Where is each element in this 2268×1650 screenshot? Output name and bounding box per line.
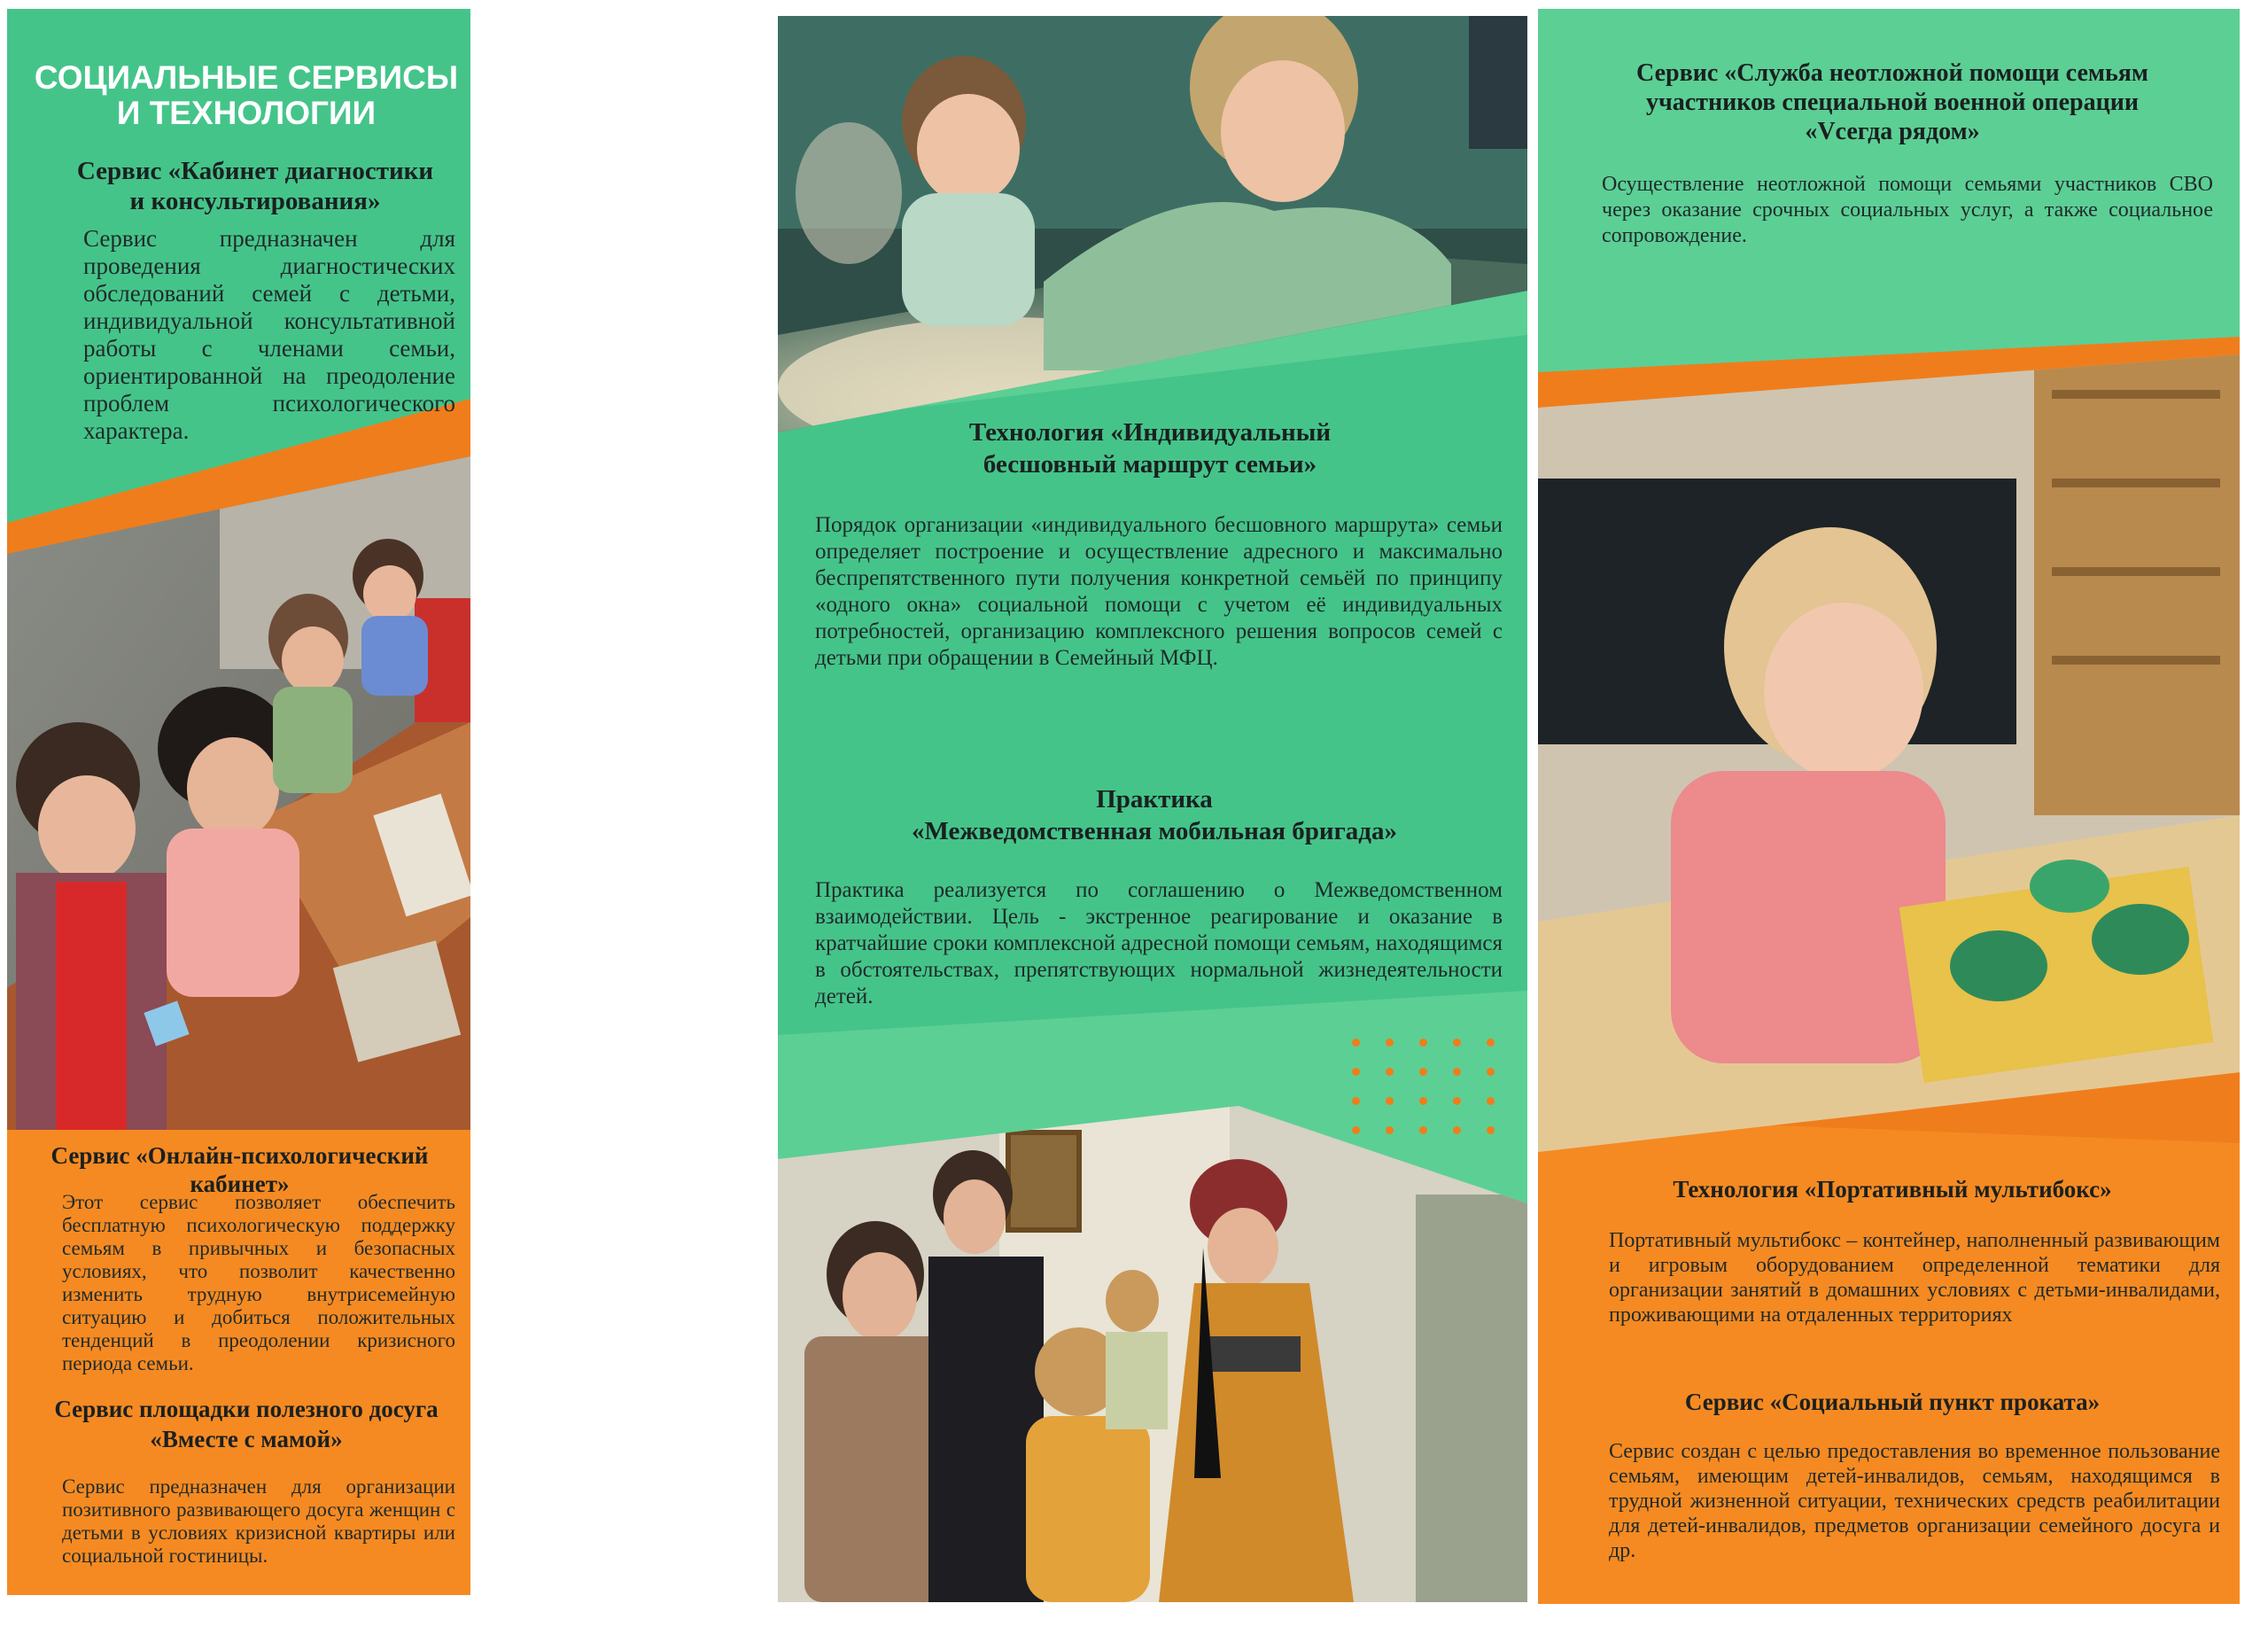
- leisure-service-title: Сервис площадки полезного досуга «Вместе с мамой»: [54, 1396, 439, 1452]
- girl-puzzle-photo: [1538, 354, 2240, 1152]
- left-panel: [7, 9, 470, 1595]
- rental-service-text: Сервис создан с целью предоставления во временное пользование семьям, имеющим детей-инвалидов, семьям, находящимся в трудной жизненной ситуации, технических средств реабилитации для детей-инвалидов, предметов организации семейного досуга и др.: [1609, 1440, 2220, 1562]
- diagnostics-service-title: Сервис «Кабинет диагностики и консультирования»: [76, 157, 434, 215]
- online-psych-service-title: Сервис «Онлайн-психологический кабинет»: [50, 1142, 429, 1197]
- seamless-route-title: Технология «Индивидуальный бесшовный маршрут семьи»: [968, 418, 1332, 479]
- rental-service-title: Сервис «Социальный пункт проката»: [1684, 1389, 2101, 1415]
- middle-panel: [778, 16, 1527, 1602]
- main-heading: СОЦИАЛЬНЫЕ СЕРВИСЫ И ТЕХНОЛОГИИ: [34, 59, 459, 131]
- multibox-technology-text: Портативный мультибокс – контейнер, наполненный развивающим и игровым оборудованием определенной тематики для организации занятий в домашних условиях с детьми-инвалидами, проживающими на отдаленных территориях: [1609, 1229, 2220, 1327]
- diagnostics-service-text: Сервис предназначен для проведения диагностических обследований семей с детьми, индивидуальной консультативной работы с членами семьи, ориентированной на преодоление проблем психологического характера.: [83, 225, 455, 444]
- seamless-route-text: Порядок организации «индивидуального бесшовного маршрута» семьи определяет построение и осуществление адресного и максимально беспрепятственного пути получения конкретной семьёй по принципу «одного окна» социальной помощи с учетом её индивидуальных потребностей, организацию комплексного решения вопросов семей с детьми при обращении в Семейный МФЦ.: [815, 513, 1503, 670]
- sand-drawing-photo: [778, 16, 1527, 441]
- leisure-service-text: Сервис предназначен для организации позитивного развивающего досуга женщин с детьми в условиях кризисной квартиры или социальной гостиницы.: [62, 1475, 455, 1567]
- svo-help-service-title: Сервис «Служба неотложной помощи семьям участников специальной военной операции «Vсегда рядом»: [1636, 59, 2148, 145]
- online-psych-service-text: Этот сервис позволяет обеспечить бесплатную психологическую поддержку семьям в привычных и безопасных условиях, что позволит качественно изменить трудную внутрисемейную ситуацию и добиться положительных тенденций в преодолении кризисного периода семьи.: [62, 1191, 455, 1374]
- svo-help-service-text: Осуществление неотложной помощи семьями участников СВО через оказание срочных социальных услуг, а также социальное сопровождение.: [1602, 173, 2213, 247]
- mobile-brigade-title: Практика «Межведомственная мобильная бригада»: [912, 785, 1397, 845]
- children-at-table-photo: [7, 456, 470, 1130]
- mobile-brigade-text: Практика реализуется по соглашению о Межведомственном взаимодействии. Цель - экстренное реагирование и оказание в кратчайшие сроки комплексной адресной помощи семьям, находящимся в обстоятельствах, препятствующих нормальной жизнедеятельности детей.: [815, 878, 1503, 1008]
- right-panel: [1538, 9, 2240, 1604]
- multibox-technology-title: Технология «Портативный мультибокс»: [1673, 1176, 2112, 1202]
- costumed-event-photo: [778, 1106, 1527, 1602]
